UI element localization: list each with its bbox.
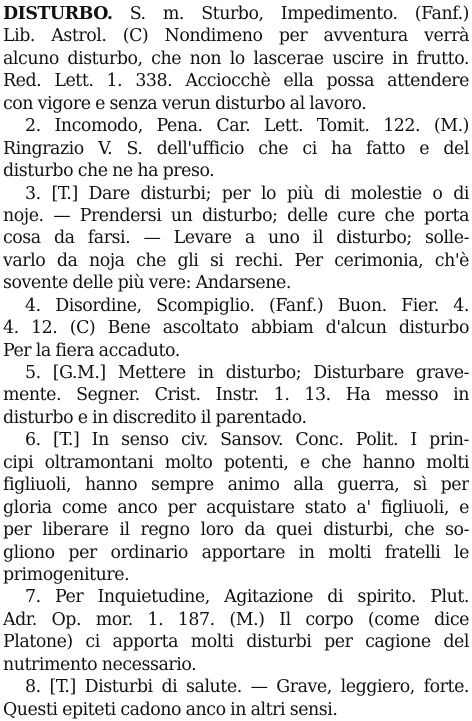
headword: DISTURBO. [3,4,113,24]
entry-line-14: 4. Disordine, Scompiglio. (Fanf.) Buon. Fier. 4. [25,295,469,316]
entry-line-4: Red. Lett. 1. 338. Acciocchè ella possa attendere [3,71,469,92]
entry-line-8: disturbo che ne ha preso. [3,161,215,182]
entry-line-30: nutrimento necessario. [3,654,197,675]
entry-line-13: sovente delle più vere: Andarsene. [3,273,291,294]
entry-line-7: Ringrazio V. S. dell'ufficio che ci ha fatto e del [3,138,469,159]
entry-line-19: disturbo e in discredito il parentado. [3,407,307,428]
entry-line-16: Per la fiera accaduto. [3,340,180,361]
entry-line-12: varlo da noja che gli si rechi. Per cerimonia, ch'è [3,250,469,271]
entry-line-6: 2. Incomodo, Pena. Car. Lett. Tomit. 122. (M.) [25,116,469,137]
entry-line-28: Adr. Op. mor. 1. 187. (M.) Il corpo (come dice [3,609,469,630]
entry-line-25: gliono per ordinario apportare in molti fratelli le [3,542,469,563]
line-1-rest: S. m. Sturbo, Impedimento. (Fanf.) [129,4,469,24]
entry-line-10: noje. — Prendersi un disturbo; delle cure che porta [3,205,469,226]
entry-line-17: 5. [G.M.] Mettere in disturbo; Disturbare grave- [25,363,469,383]
entry-line-9: 3. [T.] Dare disturbi; per lo più di molestie o di [25,183,469,204]
entry-line-22: figliuoli, hanno sempre animo alla guerra, sì per [3,475,469,496]
entry-line-21: cipi oltramontani molto potenti, e che hanno molti [3,452,469,473]
entry-line-26: primogeniture. [3,564,130,585]
entry-line-1 [3,3,469,25]
entry-line-32: Questi epiteti cadono anco in altri sensi. [3,699,338,720]
entry-line-5: con vigore e senza verun disturbo al lavoro. [3,93,367,114]
entry-line-27: 7. Per Inquietudine, Agitazione di spirito. Plut. [25,587,469,608]
entry-line-3: alcuno disturbo, che non lo lascerae uscire in frutto. [3,48,469,69]
entry-line-15: 4. 12. (C) Bene ascoltato abbiam d'alcun disturbo [3,318,469,339]
entry-line-20: 6. [T.] In senso civ. Sansov. Conc. Polit. I prin- [25,430,469,451]
dictionary-entry [3,3,469,721]
entry-line-11: cosa da farsi. — Levare a uno il disturbo; solle- [3,228,469,249]
entry-line-24: per liberare il regno loro da quei disturbi, che so- [3,520,469,541]
entry-line-29: Platone) ci apporta molti disturbi per cagione del [3,632,469,653]
entry-line-2: Lib. Astrol. (C) Nondimeno per avventura verrà [3,26,469,47]
entry-line-31: 8. [T.] Disturbi di salute. — Grave, leggiero, forte. [25,677,469,698]
entry-line-23: gloria come anco per acquistare stato a' figliuoli, e [3,497,469,518]
entry-line-18: mente. Segner. Crist. Instr. 1. 13. Ha messo in [3,385,469,406]
